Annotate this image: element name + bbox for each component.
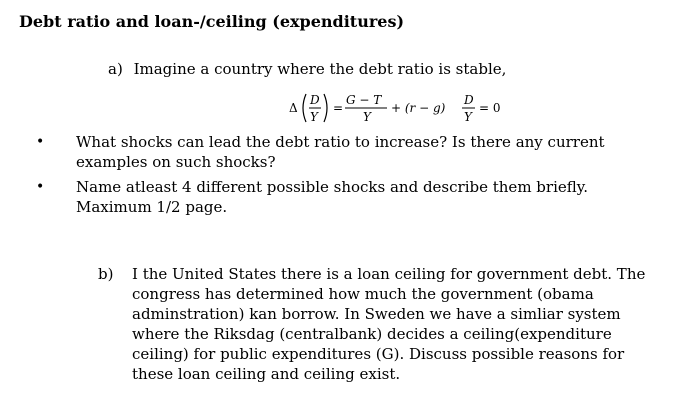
eq-frac1-num: D <box>310 93 320 107</box>
eq-delta: Δ <box>289 101 298 115</box>
eq-frac1-den: Y <box>310 110 318 124</box>
eq-frac2-den: Y <box>363 110 371 124</box>
question-b-text: I the United States there is a loan ceiling for government debt. The congress has determined how much the government (obama adminstration) kan borrow. In Sweden we have a simliar system where the Riksdag (centralbank) decides a ceiling(expenditure ceiling) for public expenditures (G). Discuss possible reasons for these loan ceiling and ceiling exist. <box>132 265 646 383</box>
bullet-item <box>36 132 656 172</box>
question-a-text: Imagine a country where the debt ratio is stable, <box>133 60 507 78</box>
eq-frac3-den: Y <box>464 110 472 124</box>
bullet-symbol: • <box>36 134 45 150</box>
bullet-symbol: • <box>36 179 45 195</box>
eq-frac2-num: G − T <box>346 93 382 107</box>
bullet-list <box>36 132 656 222</box>
equation-graphic <box>289 88 589 128</box>
question-b <box>98 264 668 384</box>
page-heading: Debt ratio and loan-/ceiling (expenditures) <box>19 12 405 31</box>
eq-left-paren <box>303 94 306 122</box>
eq-rhs: = 0 <box>479 101 501 115</box>
bullet-item <box>36 177 656 217</box>
eq-middle-term: + (r − g) <box>391 101 446 115</box>
bullet-text: Name atleast 4 different possible shocks and describe them briefly. Maximum 1/2 page. <box>76 178 589 216</box>
question-b-label: b) <box>98 265 114 283</box>
question-a-label: a) <box>108 60 123 78</box>
bullet-text: What shocks can lead the debt ratio to increase? Is there any current examples on such shocks? <box>76 133 605 171</box>
debt-ratio-equation <box>289 88 589 128</box>
question-a <box>108 60 506 78</box>
eq-frac3-num: D <box>464 93 474 107</box>
eq-equals-1: = <box>333 101 344 115</box>
eq-right-paren <box>324 94 327 122</box>
